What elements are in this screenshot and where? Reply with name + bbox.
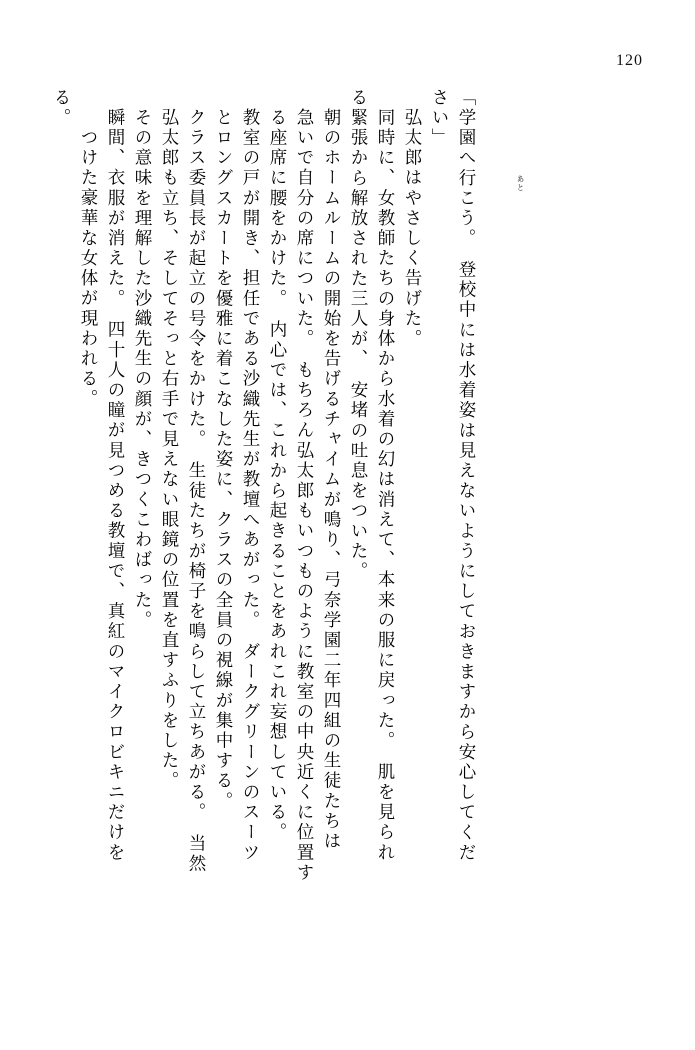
text-column: 弘太郎はやさしく告げた。 (403, 108, 423, 350)
text-column: 朝のホームルームの開始を告げるチャイムが鳴り、弓奈学園二年四組の生徒たちは (322, 108, 342, 852)
ruby-annotation: あと (516, 175, 525, 192)
text-column: る座席に腰をかけた。 内心では、これから起きることをあれこれ妄想している。 (268, 108, 288, 843)
text-column: 瞬間、衣服が消えた。 四十人の瞳が見つめる教壇で、真紅のマイクロビキニだけを (106, 108, 126, 864)
vertical-text-body (43, 88, 643, 988)
text-column: 急いで自分の席についた。 もちろん弘太郎もいつものように教室の中央近くに位置す (295, 108, 315, 884)
text-column: 弘太郎も立ち、そしてそっと右手で見えない眼鏡の位置を直すふりをした。 (160, 108, 180, 792)
text-column: その意味を理解した沙織先生の顔が、きつくこわばった。 (133, 108, 153, 631)
page-number: 120 (616, 52, 643, 69)
text-column: 「学園へ行こう。 登校中には水着姿は見えないようにしておきますから安心してくだ (457, 88, 477, 864)
text-column: さい」 (430, 88, 450, 149)
text-column: つけた豪華な女体が現われる。 (79, 128, 99, 410)
text-column: 教室の戸が開き、担任である沙織先生が教壇へあがった。 ダークグリーンのスーツ (241, 108, 261, 864)
text-column: る緊張から解放された三人が、 安堵の吐息をついた。 (349, 88, 369, 582)
text-column: 同時に、女教師たちの身体から水着の幻は消えて、本来の服に戻った。 肌を見られ (376, 108, 396, 864)
text-column: とロングスカートを優雅に着こなした姿に、クラスの全員の視線が集中する。 (214, 108, 234, 812)
text-column: クラス委員長が起立の号令をかけた。 生徒たちが椅子を鳴らして立ちあがる。 当然 (187, 108, 207, 875)
text-column: る。 (52, 88, 72, 129)
